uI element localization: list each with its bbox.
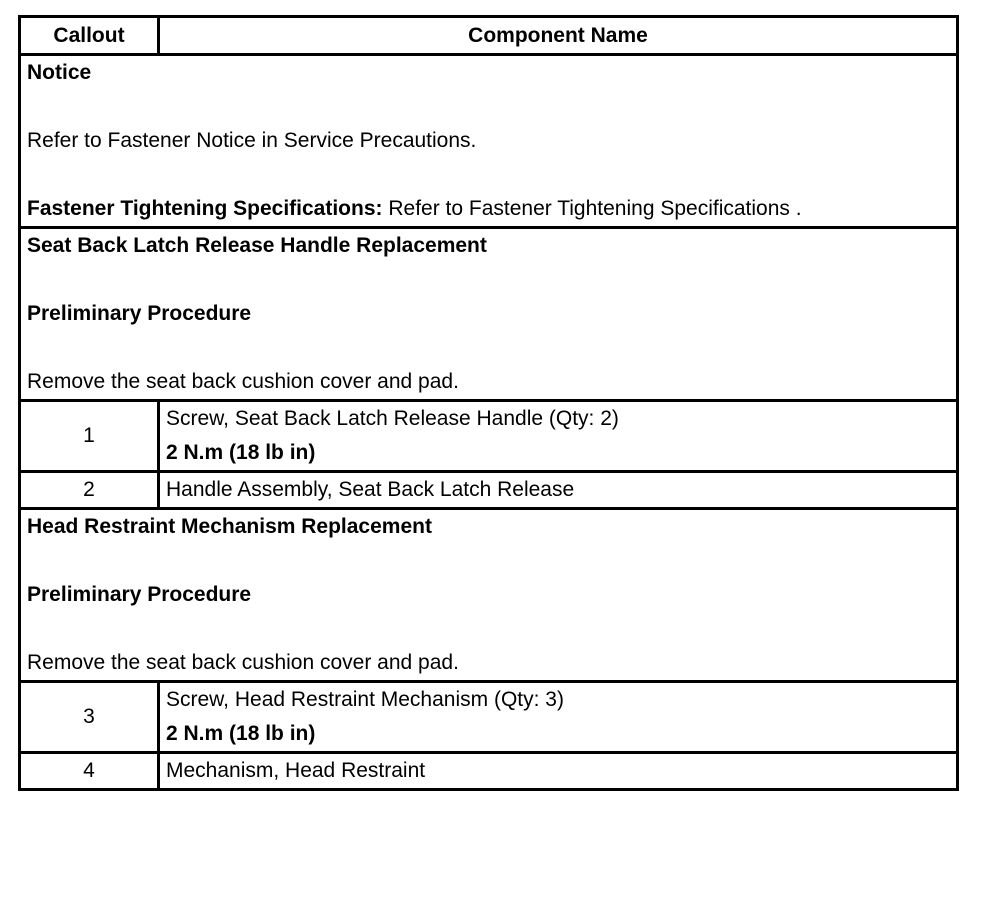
callout-number: 4 (20, 753, 159, 790)
section-cell (20, 228, 958, 401)
notice-row (20, 55, 958, 228)
section-row (20, 509, 958, 682)
component-name: Mechanism, Head Restraint (159, 753, 958, 790)
section-row (20, 228, 958, 401)
table-row (20, 682, 958, 753)
callout-number: 1 (20, 401, 159, 472)
callout-number: 2 (20, 472, 159, 509)
callout-number: 3 (20, 682, 159, 753)
notice-text: Refer to Fastener Notice in Service Precautions. (27, 129, 477, 152)
component-name: Handle Assembly, Seat Back Latch Release (159, 472, 958, 509)
table-row (20, 401, 958, 472)
header-row (20, 17, 958, 55)
section-title: Seat Back Latch Release Handle Replacement (27, 234, 487, 257)
component-name: Screw, Seat Back Latch Release Handle (Qty: 2) (166, 407, 619, 430)
header-callout: Callout (20, 17, 159, 55)
notice-cell (20, 55, 958, 228)
notice-title: Notice (27, 61, 92, 84)
component-name: Screw, Head Restraint Mechanism (Qty: 3) (166, 688, 564, 711)
section-cell (20, 509, 958, 682)
header-component-name: Component Name (159, 17, 958, 55)
fastener-spec-line (27, 192, 956, 226)
table-row (20, 753, 958, 790)
preliminary-procedure-label: Preliminary Procedure (27, 583, 252, 606)
preliminary-procedure-text: Remove the seat back cushion cover and pad. (27, 370, 459, 393)
preliminary-procedure-label: Preliminary Procedure (27, 302, 252, 325)
torque-spec: 2 N.m (18 lb in) (166, 722, 316, 745)
fastener-spec-label: Fastener Tightening Specifications: (27, 197, 383, 220)
fastener-spec-text: Refer to Fastener Tightening Specifications . (382, 197, 802, 220)
table-row (20, 472, 958, 509)
preliminary-procedure-text: Remove the seat back cushion cover and pad. (27, 651, 459, 674)
component-table (18, 15, 959, 791)
torque-spec: 2 N.m (18 lb in) (166, 441, 316, 464)
section-title: Head Restraint Mechanism Replacement (27, 515, 432, 538)
component-cell (159, 682, 958, 753)
component-cell (159, 401, 958, 472)
